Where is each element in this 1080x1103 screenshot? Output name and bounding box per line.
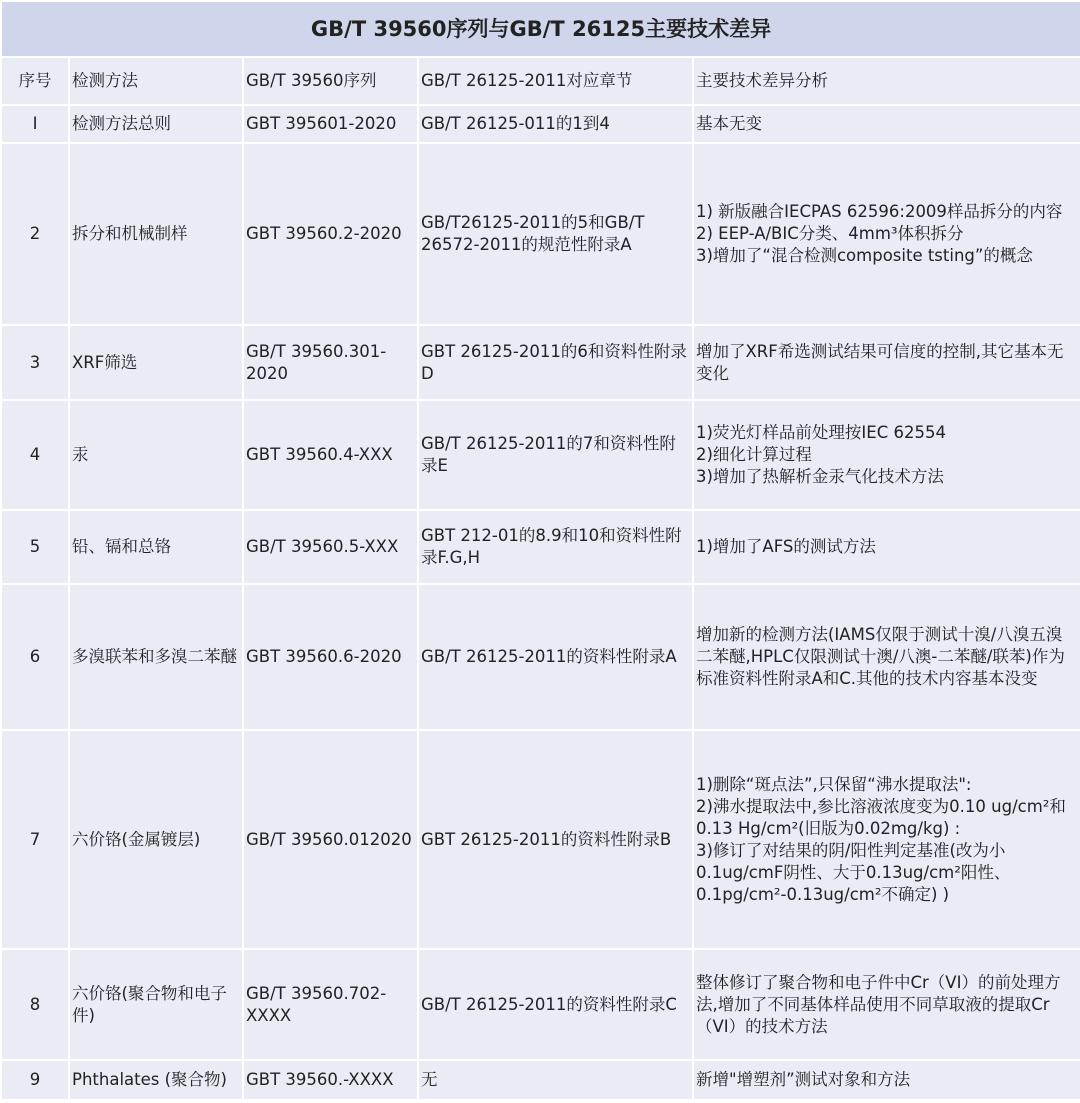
- column-header-std: GB/T 39560序列: [243, 57, 418, 105]
- chapter-cell: GB/T 26125-2011的资料性附录C: [418, 949, 693, 1060]
- standard-cell: GBT 395601-2020: [243, 105, 418, 143]
- table-row: [1, 949, 1080, 1060]
- table-row: [1, 400, 1080, 510]
- column-header-method: 检测方法: [69, 57, 243, 105]
- chapter-cell: GB/T 26125-011的1到4: [418, 105, 693, 143]
- standard-cell: GBT 39560.2-2020: [243, 143, 418, 325]
- standard-cell: GB/T 39560.5-XXX: [243, 510, 418, 584]
- chapter-cell: GB/T26125-2011的5和GB/T 26572-2011的规范性附录A: [418, 143, 693, 325]
- row-number: 7: [1, 730, 69, 949]
- standard-cell: GBT 39560.-XXXX: [243, 1060, 418, 1100]
- column-header-chapter: GB/T 26125-2011对应章节: [418, 57, 693, 105]
- difference-cell: 1)增加了AFS的测试方法: [693, 510, 1080, 584]
- method-cell: 汞: [69, 400, 243, 510]
- row-number: I: [1, 105, 69, 143]
- row-number: 9: [1, 1060, 69, 1100]
- standard-cell: GBT 39560.4-XXX: [243, 400, 418, 510]
- method-cell: Phthalates (聚合物): [69, 1060, 243, 1100]
- row-number: 2: [1, 143, 69, 325]
- row-number: 8: [1, 949, 69, 1060]
- table-row: [1, 510, 1080, 584]
- chapter-cell: GBT 26125-2011的资料性附录B: [418, 730, 693, 949]
- method-cell: 检测方法总则: [69, 105, 243, 143]
- chapter-cell: GB/T 26125-2011的资料性附录A: [418, 584, 693, 730]
- column-header-no: 序号: [1, 57, 69, 105]
- difference-cell: 整体修订了聚合物和电子件中Cr（VI）的前处理方法,增加了不同基体样品使用不同草取液的提取Cr（VI）的技术方法: [693, 949, 1080, 1060]
- table-row: [1, 143, 1080, 325]
- difference-cell: 增加新的检测方法(IAMS仅限于测试十溴/八溴五溴二苯醚,HPLC仅限测试十澳/八澳-二苯醚/联苯)作为标准资料性附录A和C.其他的技术内容基本没变: [693, 584, 1080, 730]
- chapter-cell: GBT 26125-2011的6和资料性附录D: [418, 325, 693, 400]
- row-number: 4: [1, 400, 69, 510]
- chapter-cell: GB/T 26125-2011的7和资料性附录E: [418, 400, 693, 510]
- method-cell: 六价铬(金属镀层): [69, 730, 243, 949]
- row-number: 5: [1, 510, 69, 584]
- method-cell: XRF筛选: [69, 325, 243, 400]
- table-row: [1, 325, 1080, 400]
- standard-cell: GB/T 39560.301-2020: [243, 325, 418, 400]
- chapter-cell: GBT 212-01的8.9和10和资料性附录F.G,H: [418, 510, 693, 584]
- standard-cell: GB/T 39560.012020: [243, 730, 418, 949]
- method-cell: 拆分和机械制样: [69, 143, 243, 325]
- difference-cell: 1) 新版融合IECPAS 62596:2009样品拆分的内容 2) EEP-A/BIC分类、4mm³体积拆分 3)增加了“混合检测composite tsting”的概念: [693, 143, 1080, 325]
- standard-cell: GB/T 39560.702-XXXX: [243, 949, 418, 1060]
- table-row: [1, 730, 1080, 949]
- difference-cell: 增加了XRF希选测试结果可信度的控制,其它基本无变化: [693, 325, 1080, 400]
- standard-cell: GBT 39560.6-2020: [243, 584, 418, 730]
- table-row: [1, 1060, 1080, 1100]
- table-row: [1, 105, 1080, 143]
- difference-cell: 新增"增塑剂”测试对象和方法: [693, 1060, 1080, 1100]
- column-header-diff: 主要技术差异分析: [693, 57, 1080, 105]
- method-cell: 铅、镉和总铬: [69, 510, 243, 584]
- method-cell: 多溴联苯和多溴二苯醚: [69, 584, 243, 730]
- difference-cell: 1)荧光灯样品前处理按IEC 62554 2)细化计算过程 3)增加了热解析金汞气化技术方法: [693, 400, 1080, 510]
- table-row: [1, 584, 1080, 730]
- header-row: [1, 57, 1080, 105]
- difference-cell: 基本无变: [693, 105, 1080, 143]
- chapter-cell: 无: [418, 1060, 693, 1100]
- row-number: 3: [1, 325, 69, 400]
- table-title: GB/T 39560序列与GB/T 26125主要技术差异: [1, 1, 1080, 57]
- row-number: 6: [1, 584, 69, 730]
- difference-cell: 1)删除“斑点法”,只保留“沸水提取法": 2)沸水提取法中,参比溶液浓度变为0.10 ug/cm²和0.13 Hg/cm²(旧版为0.02mg/kg) : 3)修订了对结果的阴/阳性判定基准(改为小0.1ug/cmF阴性、大于0.13ug/cm²阳性、0.1pg/cm²-0.13ug/cm²不确定) ): [693, 730, 1080, 949]
- method-cell: 六价铬(聚合物和电子件): [69, 949, 243, 1060]
